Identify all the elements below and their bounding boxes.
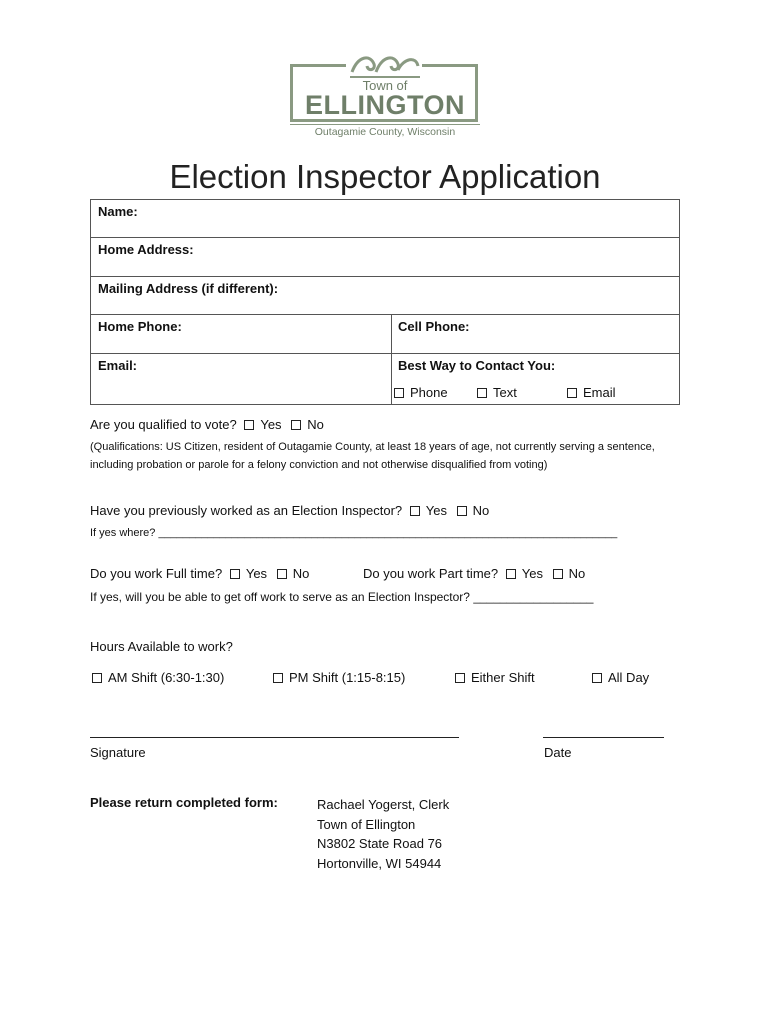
part-time-no[interactable]: No: [553, 566, 586, 581]
checkbox-icon[interactable]: [230, 569, 240, 579]
checkbox-icon[interactable]: [477, 388, 487, 398]
checkbox-icon[interactable]: [592, 673, 602, 683]
hours-am-shift[interactable]: AM Shift (6:30-1:30): [92, 670, 224, 685]
phone-row[interactable]: [91, 315, 679, 354]
logo-town-name: ELLINGTON: [304, 90, 465, 120]
checkbox-icon[interactable]: [394, 388, 404, 398]
previous-question: Have you previously worked as an Election Inspector?: [90, 503, 403, 518]
full-time-question: Do you work Full time?: [90, 566, 223, 581]
qualifications-note-1: (Qualifications: US Citizen, resident of Outagamie County, at least 18 years of age, not currently serving a sentence,: [90, 441, 655, 453]
full-time-no[interactable]: No: [277, 566, 310, 581]
checkbox-icon[interactable]: [567, 388, 577, 398]
home-address-label: Home Address:: [98, 242, 194, 257]
home-phone-label: Home Phone:: [98, 319, 182, 334]
contact-option-email[interactable]: Email: [567, 385, 616, 400]
full-time-row: [90, 566, 309, 581]
checkbox-icon[interactable]: [410, 506, 420, 516]
qualified-yes[interactable]: Yes: [244, 417, 281, 432]
return-address: [317, 795, 449, 873]
hours-either-shift[interactable]: Either Shift: [455, 670, 535, 685]
return-label: Please return completed form:: [90, 795, 278, 810]
signature-line[interactable]: [90, 737, 459, 738]
previous-question-row: [90, 503, 489, 518]
logo-town-of: Town of: [362, 78, 408, 93]
qualified-question-row: [90, 417, 324, 432]
date-line[interactable]: [543, 737, 664, 738]
checkbox-icon[interactable]: [244, 420, 254, 430]
home-address-row[interactable]: [91, 238, 679, 277]
previous-where-line[interactable]: If yes where? ___________________________________________________________________________: [90, 527, 618, 539]
return-address-line: N3802 State Road 76: [317, 836, 443, 851]
return-address-line: Town of Ellington: [317, 816, 416, 832]
qualifications-note-2: including probation or parole for a felony conviction and not otherwise disqualified from voting): [90, 459, 548, 471]
part-time-row: [363, 566, 585, 581]
qualified-question: Are you qualified to vote?: [90, 417, 237, 432]
contact-info-table: [90, 199, 680, 405]
hours-pm-shift[interactable]: PM Shift (1:15-8:15): [273, 670, 405, 685]
hours-all-day[interactable]: All Day: [592, 670, 649, 685]
name-label: Name:: [98, 204, 138, 219]
mailing-address-row[interactable]: [91, 277, 679, 315]
checkbox-icon[interactable]: [457, 506, 467, 516]
signature-label: Signature: [90, 745, 146, 760]
checkbox-icon[interactable]: [506, 569, 516, 579]
return-address-line: Hortonville, WI 54944: [317, 855, 442, 871]
name-row[interactable]: [91, 200, 679, 238]
logo-county: Outagamie County, Wisconsin: [314, 126, 456, 138]
wave-emblem-icon: [348, 50, 422, 80]
mailing-address-label: Mailing Address (if different):: [98, 281, 279, 296]
checkbox-icon[interactable]: [291, 420, 301, 430]
checkbox-icon[interactable]: [277, 569, 287, 579]
contact-option-phone[interactable]: Phone: [394, 385, 448, 400]
hours-label: Hours Available to work?: [90, 639, 233, 654]
part-time-question: Do you work Part time?: [363, 566, 499, 581]
best-way-label: Best Way to Contact You:: [398, 358, 556, 373]
page-title: Election Inspector Application: [169, 158, 601, 195]
email-label: Email:: [98, 358, 138, 373]
checkbox-icon[interactable]: [273, 673, 283, 683]
work-followup-line[interactable]: If yes, will you be able to get off work to serve as an Election Inspector? __________________: [90, 590, 594, 604]
contact-option-text[interactable]: Text: [477, 385, 517, 400]
checkbox-icon[interactable]: [92, 673, 102, 683]
return-address-line: Rachael Yogerst, Clerk: [317, 797, 450, 812]
previous-no[interactable]: No: [457, 503, 490, 518]
full-time-yes[interactable]: Yes: [230, 566, 267, 581]
checkbox-icon[interactable]: [455, 673, 465, 683]
previous-yes[interactable]: Yes: [410, 503, 447, 518]
checkbox-icon[interactable]: [553, 569, 563, 579]
qualified-no[interactable]: No: [291, 417, 324, 432]
part-time-yes[interactable]: Yes: [506, 566, 543, 581]
cell-phone-label: Cell Phone:: [398, 319, 470, 334]
town-logo: [290, 50, 480, 142]
email-row[interactable]: [91, 354, 679, 404]
date-label: Date: [544, 745, 572, 760]
